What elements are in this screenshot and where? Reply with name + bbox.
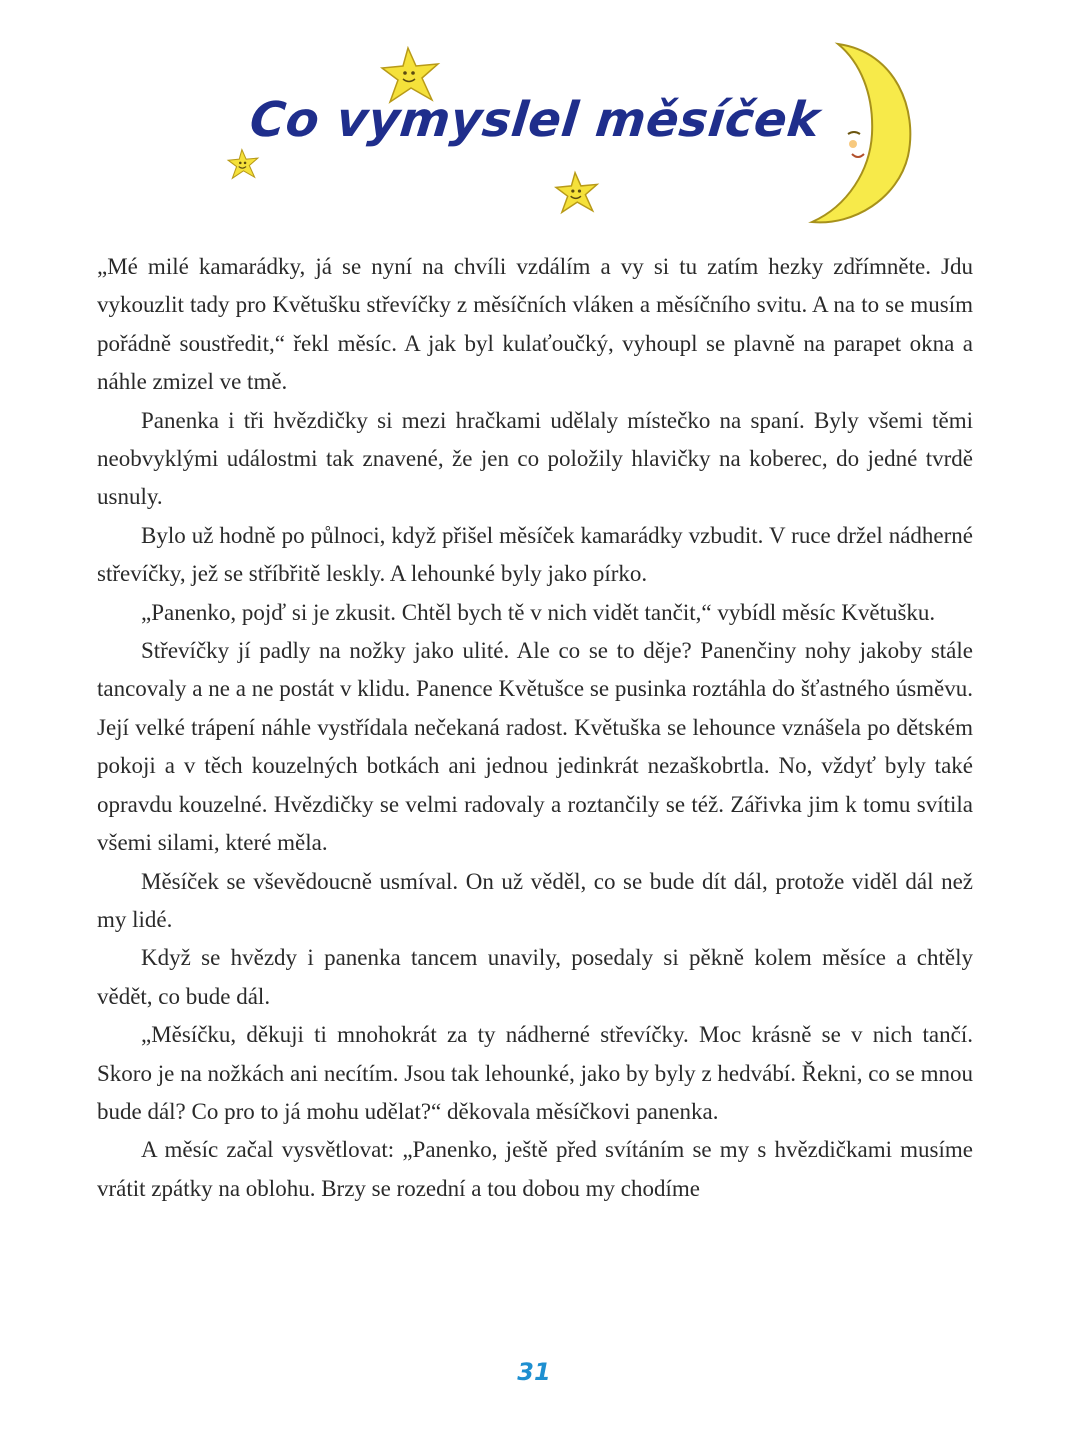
- paragraph: „Měsíčku, děkuji ti mnohokrát za ty nádherné střevíčky. Moc krásně se v nich tančí. Skoro je na nožkách ani necítím. Jsou tak lehounké, jako by byly z hedvábí. Řekni, co se mnou bude dál? Co pro to já mohu udělat?“ děkovala měsíčkovi panenka.: [97, 1022, 973, 1124]
- star-icon: [378, 46, 446, 108]
- paragraph: Bylo už hodně po půlnoci, když přišel měsíček kamarádky vzbudit. V ruce držel nádherné střevíčky, jež se stříbřitě leskly. A lehounké byly jako pírko.: [97, 522, 973, 587]
- page-number: 31: [517, 1358, 551, 1386]
- paragraph: Když se hvězdy i panenka tancem unavily, posedaly si pěkně kolem měsíce a chtěly vědět, co bude dál.: [97, 945, 973, 1009]
- story-text: [97, 248, 973, 1208]
- paragraph: Měsíček se vševědoucně usmíval. On už věděl, co se bude dít dál, protože viděl dál než my lidé.: [97, 868, 973, 932]
- paragraph: A měsíc začal vysvětlovat: „Panenko, ještě před svítáním se my s hvězdičkami musíme vrátit zpátky na oblohu. Brzy se rozední a tou dobou my chodíme: [97, 1137, 973, 1201]
- chapter-title: Co vymyslel měsíček: [247, 92, 823, 148]
- star-icon: [553, 170, 603, 218]
- crescent-moon-icon: [808, 38, 920, 228]
- paragraph: Střevíčky jí padly na nožky jako ulité. Ale co se to děje? Panenčiny nohy jakoby stále tancovaly a ne a ne postát v klidu. Panence Květušce se pusinka roztáhla do šťastného úsměvu. Její velké trápení náhle vystřídala nečekaná radost. Květuška se lehounce vznášela po dětském pokoji a v těch kouzelných botkách ani jednou jedinkrát nezaškobrtla. No, vždyť byly také opravdu kouzelné. Hvězdičky se velmi radovaly a roztančily se též. Zářivka jim k tomu svítila všemi silami, které měla.: [97, 638, 973, 856]
- paragraph: „Mé milé kamarádky, já se nyní na chvíli vzdálím a vy si tu zatím hezky zdřímněte. Jdu vykouzlit tady pro Květušku střevíčky z měsíčních vláken a měsíčního svitu. A na to se musím pořádně soustředit,“ řekl měsíc. A jak byl kulaťoučký, vyhoupl se plavně na parapet okna a náhle zmizel ve tmě.: [97, 254, 973, 395]
- star-icon: [226, 146, 262, 184]
- paragraph: „Panenko, pojď si je zkusit. Chtěl bych tě v nich vidět tančit,“ vybídl měsíc Květušku.: [141, 599, 936, 625]
- paragraph: Panenka i tři hvězdičky si mezi hračkami udělaly místečko na spaní. Byly všemi těmi neobvyklými událostmi tak znavené, že jen co položily hlavičky na koberec, do jedné tvrdě usnuly.: [97, 407, 973, 510]
